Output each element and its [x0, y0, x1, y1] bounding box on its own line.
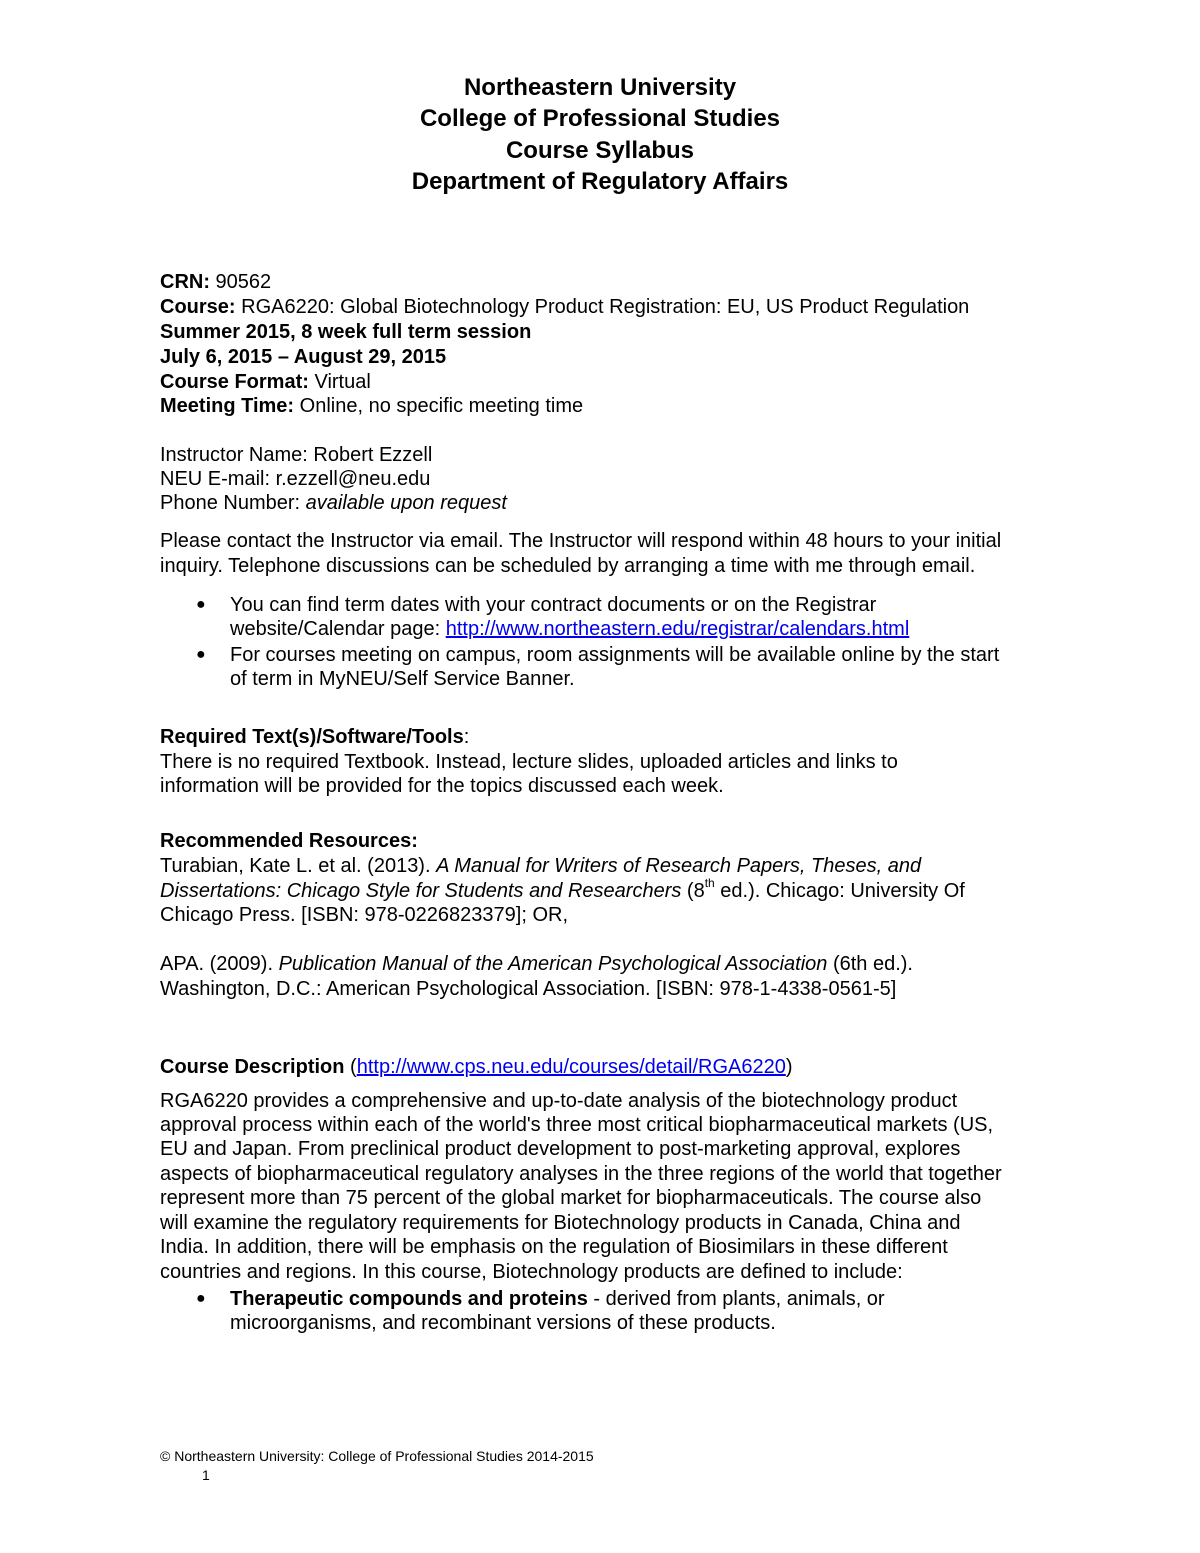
crn-line: [160, 270, 271, 294]
phone-value: available upon request: [305, 492, 507, 514]
turabian-publisher: ed.). Chicago: University Of: [714, 880, 965, 902]
turabian-title-b: Dissertations: Chicago Style for Students and Researchers: [160, 880, 682, 902]
meeting-value: Online, no specific meeting time: [294, 395, 584, 417]
description-line: India. In addition, there will be emphasis on the regulation of Biosimilars in these different: [160, 1236, 948, 1258]
apa-author: APA. (2009).: [160, 953, 279, 975]
description-line: EU and Japan. From preclinical product development to post-marketing approval, explores: [160, 1138, 961, 1160]
description-heading-line: [160, 1055, 793, 1079]
format-line: [160, 370, 371, 394]
header-college: College of Professional Studies: [419, 105, 781, 132]
description-line: represent more than 75 percent of the global market for biopharmaceuticals. The course also: [160, 1187, 982, 1209]
turabian-line-1: [160, 854, 921, 878]
course-label: Course:: [160, 296, 236, 318]
description-paren-open: (: [344, 1056, 357, 1078]
instructor-email: NEU E-mail: r.ezzell@neu.edu: [160, 468, 431, 490]
format-value: Virtual: [308, 371, 371, 393]
therapeutic-bullet-line-2: microorganisms, and recombinant versions of these products.: [230, 1312, 776, 1334]
apa-title: Publication Manual of the American Psychological Association: [278, 953, 828, 975]
crn-label: CRN:: [160, 271, 210, 293]
course-detail-link[interactable]: http://www.cps.neu.edu/courses/detail/RGA6220: [356, 1056, 786, 1078]
apa-line-2: Washington, D.C.: American Psychological Association. [ISBN: 978-1-4338-0561-5]: [160, 978, 897, 1000]
phone-label: Phone Number:: [160, 492, 306, 514]
header-syllabus: Course Syllabus: [505, 137, 695, 164]
description-line: aspects of biopharmaceutical regulatory analyses in the three regions of the world that together: [160, 1163, 1002, 1185]
instructor-name: Instructor Name: Robert Ezzell: [160, 444, 433, 466]
bullet-room-assignments-line-2: of term in MyNEU/Self Service Banner.: [230, 668, 575, 690]
contact-line-1: Please contact the Instructor via email. The Instructor will respond within 48 hours to your initial: [160, 530, 1002, 552]
bullet-icon: ●: [196, 646, 206, 663]
turabian-edition-sup: th: [704, 876, 715, 891]
dates-line: July 6, 2015 – August 29, 2015: [160, 346, 447, 368]
footer-copyright: © Northeastern University: College of Professional Studies 2014-2015: [160, 1448, 594, 1464]
description-line: approval process within each of the world's three most critical biopharmaceutical markets (US,: [160, 1114, 994, 1136]
recommended-heading: Recommended Resources:: [160, 830, 418, 852]
required-line-1: There is no required Textbook. Instead, lecture slides, uploaded articles and links to: [160, 751, 898, 773]
page-number: 1: [202, 1467, 210, 1483]
term-line: Summer 2015, 8 week full term session: [160, 321, 532, 343]
course-value: RGA6220: Global Biotechnology Product Registration: EU, US Product Regulation: [235, 296, 970, 318]
turabian-title-a: A Manual for Writers of Research Papers, Theses, and: [436, 855, 922, 877]
bullet-room-assignments-line-1: For courses meeting on campus, room assignments will be available online by the start: [230, 644, 1000, 666]
header-department: Department of Regulatory Affairs: [411, 168, 789, 195]
required-line-2: information will be provided for the topics discussed each week.: [160, 775, 724, 797]
bullet-term-dates-line-1: You can find term dates with your contract documents or on the Registrar: [230, 594, 877, 616]
bullet-icon: ●: [196, 1290, 206, 1307]
turabian-edition: (8: [681, 880, 705, 902]
description-paren-close: ): [785, 1056, 793, 1078]
bullet-term-dates-line-2: [230, 617, 909, 641]
instructor-phone: [160, 491, 507, 515]
header-university: Northeastern University: [463, 74, 737, 101]
description-line: countries and regions. In this course, Biotechnology products are defined to include:: [160, 1261, 903, 1283]
meeting-label: Meeting Time:: [160, 395, 295, 417]
therapeutic-rest: - derived from plants, animals, or: [587, 1288, 885, 1310]
therapeutic-bold: Therapeutic compounds and proteins: [230, 1288, 588, 1310]
turabian-line-2: [160, 876, 965, 903]
format-label: Course Format:: [160, 371, 309, 393]
description-heading: Course Description: [160, 1056, 345, 1078]
required-colon: :: [463, 726, 470, 748]
turabian-line-3: Chicago Press. [ISBN: 978-0226823379]; OR,: [160, 904, 569, 926]
required-heading: Required Text(s)/Software/Tools: [160, 726, 464, 748]
required-heading-line: [160, 725, 469, 749]
registrar-calendar-link[interactable]: http://www.northeastern.edu/registrar/calendars.html: [445, 618, 910, 640]
calendar-prefix: website/Calendar page:: [230, 618, 446, 640]
description-line: RGA6220 provides a comprehensive and up-to-date analysis of the biotechnology product: [160, 1090, 958, 1112]
bullet-icon: ●: [196, 596, 206, 613]
therapeutic-bullet-line-1: [230, 1287, 885, 1311]
course-line: [160, 295, 969, 319]
apa-edition: (6th ed.).: [827, 953, 913, 975]
meeting-line: [160, 394, 583, 418]
description-line: will examine the regulatory requirements for Biotechnology products in Canada, China and: [160, 1212, 961, 1234]
turabian-author: Turabian, Kate L. et al. (2013).: [160, 855, 437, 877]
contact-line-2: inquiry. Telephone discussions can be scheduled by arranging a time with me through email.: [160, 555, 976, 577]
apa-line-1: [160, 952, 913, 976]
crn-value: 90562: [210, 271, 272, 293]
